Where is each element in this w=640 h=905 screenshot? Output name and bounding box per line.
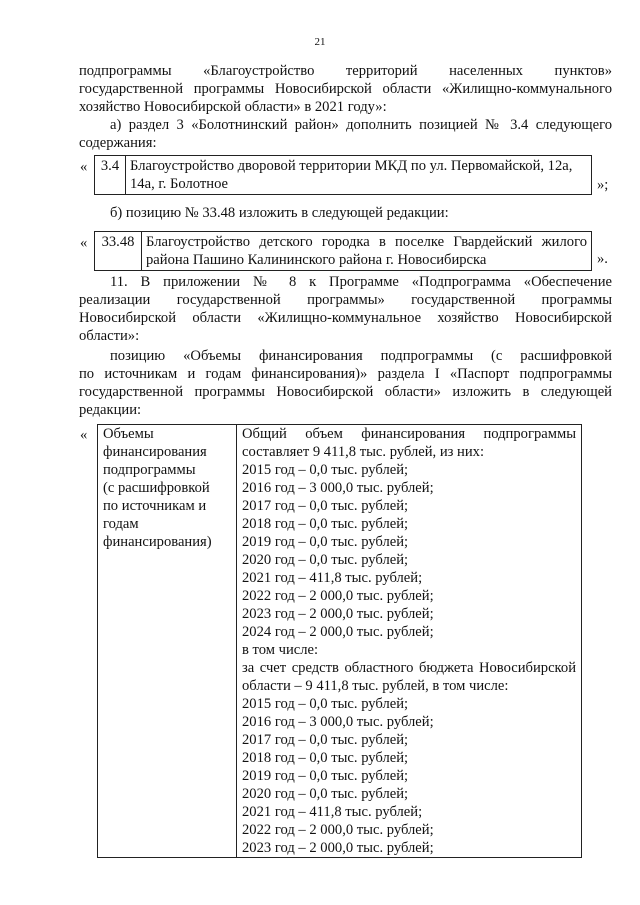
finance-value-line: 2018 год – 0,0 тыс. рублей; bbox=[242, 516, 409, 532]
finance-table-open-quote: « bbox=[80, 427, 88, 443]
page-number: 21 bbox=[314, 36, 326, 48]
table-a-text-line-1: Благоустройство дворовой территории МКД по ул. Первомайской, 12а, bbox=[130, 158, 573, 174]
table-b-text bbox=[142, 232, 592, 271]
finance-value-line: Общий объем финансирования подпрограммы bbox=[242, 426, 576, 442]
finance-value-line: 2020 год – 0,0 тыс. рублей; bbox=[242, 552, 409, 568]
finance-value-line: 2016 год – 3 000,0 тыс. рублей; bbox=[242, 480, 434, 496]
finance-value-line: 2017 год – 0,0 тыс. рублей; bbox=[242, 732, 409, 748]
table-b-number: 33.48 bbox=[95, 232, 142, 271]
table-b-text-line-2: района Пашино Калининского района г. Новосибирска bbox=[146, 252, 487, 268]
table-a bbox=[94, 155, 592, 195]
item-a-line-1: а) раздел 3 «Болотнинский район» дополнить позицией № 3.4 следующего bbox=[110, 117, 612, 133]
finance-table bbox=[97, 424, 582, 858]
finance-value-line: области – 9 411,8 тыс. рублей, в том числе: bbox=[242, 678, 509, 694]
finance-value-line: 2015 год – 0,0 тыс. рублей; bbox=[242, 696, 409, 712]
position-line-1: позицию «Объемы финансирования подпрограммы (с расшифровкой bbox=[110, 348, 612, 364]
item-a-paragraph bbox=[79, 116, 612, 152]
item-11-paragraph bbox=[79, 273, 612, 345]
finance-value-line: за счет средств областного бюджета Новосибирской bbox=[242, 660, 576, 676]
table-b-close-quote: ». bbox=[597, 251, 608, 267]
table-a-text bbox=[126, 156, 592, 195]
table-b-text-line-1: Благоустройство детского городка в поселке Гвардейский жилого bbox=[146, 234, 587, 250]
table-a-open-quote: « bbox=[80, 159, 88, 175]
finance-value-line: 2021 год – 411,8 тыс. рублей; bbox=[242, 570, 423, 586]
table-a-close-quote: »; bbox=[597, 177, 609, 193]
item-11-line-1: 11. В приложении № 8 к Программе «Подпрограмма «Обеспечение bbox=[110, 274, 612, 290]
finance-value-line: 2015 год – 0,0 тыс. рублей; bbox=[242, 462, 409, 478]
finance-value-line: в том числе: bbox=[242, 642, 319, 658]
item-11-line-3: Новосибирской области «Жилищно-коммунальное хозяйство Новосибирской bbox=[79, 310, 612, 326]
finance-label-line: (с расшифровкой bbox=[103, 480, 210, 496]
finance-value-line: 2017 год – 0,0 тыс. рублей; bbox=[242, 498, 409, 514]
position-line-3: государственной программы Новосибирской области» изложить в следующей bbox=[79, 384, 612, 400]
table-a-text-line-2: 14а, г. Болотное bbox=[130, 176, 229, 192]
intro-paragraph bbox=[79, 62, 612, 116]
finance-value-line: 2016 год – 3 000,0 тыс. рублей; bbox=[242, 714, 434, 730]
table-b bbox=[94, 231, 592, 271]
intro-line-3: хозяйство Новосибирской области» в 2021 году»: bbox=[79, 99, 387, 115]
finance-label-line: годам bbox=[103, 516, 139, 532]
finance-table-label-cell bbox=[98, 425, 237, 858]
finance-label-line: подпрограммы bbox=[103, 462, 196, 478]
finance-label-line: финансирования bbox=[103, 444, 207, 460]
finance-value-line: 2021 год – 411,8 тыс. рублей; bbox=[242, 804, 423, 820]
position-line-4: редакции: bbox=[79, 402, 142, 418]
finance-value-line: 2019 год – 0,0 тыс. рублей; bbox=[242, 534, 409, 550]
position-line-2: по источникам и годам финансирования)» раздела I «Паспорт подпрограммы bbox=[79, 366, 612, 382]
item-a-line-2: содержания: bbox=[79, 135, 157, 151]
intro-line-2: государственной программы Новосибирской области «Жилищно-коммунального bbox=[79, 81, 612, 97]
finance-value-line: 2023 год – 2 000,0 тыс. рублей; bbox=[242, 840, 434, 856]
intro-line-1: подпрограммы «Благоустройство территорий населенных пунктов» bbox=[79, 63, 612, 79]
finance-label-line: финансирования) bbox=[103, 534, 212, 550]
item-11-line-4: области»: bbox=[79, 328, 140, 344]
table-a-number: 3.4 bbox=[95, 156, 126, 195]
finance-value-line: 2024 год – 2 000,0 тыс. рублей; bbox=[242, 624, 434, 640]
finance-value-line: 2019 год – 0,0 тыс. рублей; bbox=[242, 768, 409, 784]
finance-label-line: по источникам и bbox=[103, 498, 207, 514]
finance-label-line: Объемы bbox=[103, 426, 154, 442]
finance-value-line: составляет 9 411,8 тыс. рублей, из них: bbox=[242, 444, 485, 460]
item-11-line-2: реализации государственной программы» государственной программы bbox=[79, 292, 612, 308]
finance-value-line: 2023 год – 2 000,0 тыс. рублей; bbox=[242, 606, 434, 622]
finance-value-line: 2020 год – 0,0 тыс. рублей; bbox=[242, 786, 409, 802]
position-paragraph bbox=[79, 347, 612, 419]
finance-value-line: 2018 год – 0,0 тыс. рублей; bbox=[242, 750, 409, 766]
finance-table-value-cell bbox=[237, 425, 582, 858]
table-b-open-quote: « bbox=[80, 235, 88, 251]
finance-value-line: 2022 год – 2 000,0 тыс. рублей; bbox=[242, 822, 434, 838]
finance-value-line: 2022 год – 2 000,0 тыс. рублей; bbox=[242, 588, 434, 604]
item-b-paragraph: б) позицию № 33.48 изложить в следующей редакции: bbox=[110, 205, 449, 221]
